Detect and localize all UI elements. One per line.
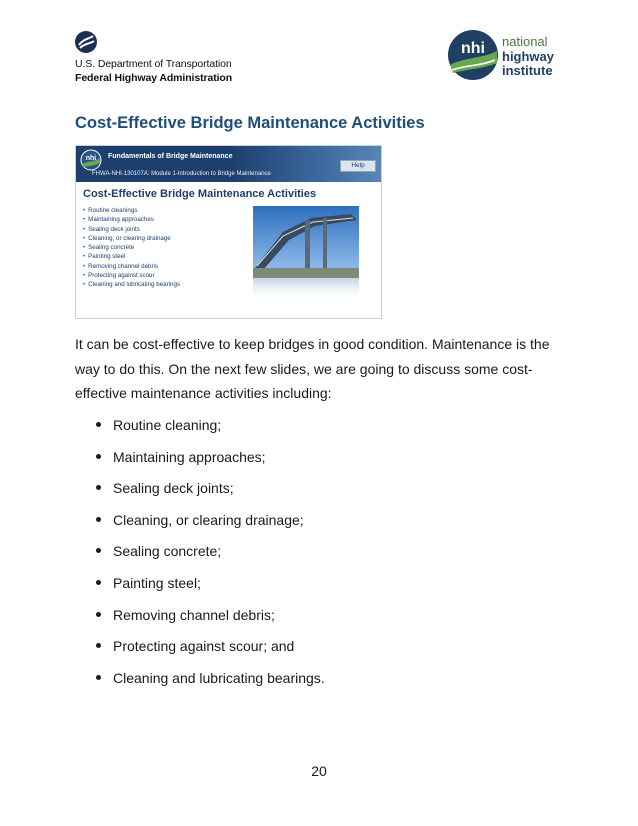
slide-list-item: • Protecting against scour: [83, 271, 180, 280]
slide-list-item: • Cleaning and lubricating bearings: [83, 280, 180, 289]
bullet-icon: [96, 548, 101, 553]
nhi-word-national: national: [502, 34, 548, 49]
dot-triskelion-logo: [75, 31, 97, 53]
slide-list-item: • Maintaining approaches: [83, 215, 180, 224]
list-item: Cleaning and lubricating bearings.: [96, 668, 325, 700]
list-item: Cleaning, or clearing drainage;: [96, 510, 325, 542]
slide-list-item: • Cleaning, or clearing drainage: [83, 234, 180, 243]
list-item: Sealing concrete;: [96, 541, 325, 573]
slide-list-item: • Routine cleanings: [83, 206, 180, 215]
dot-department-name: U.S. Department of Transportation: [75, 58, 232, 70]
list-item: Routine cleaning;: [96, 415, 325, 447]
list-item: Sealing deck joints;: [96, 478, 325, 510]
slide-list-item: • Removing channel debris: [83, 262, 180, 271]
page-number: 20: [311, 763, 327, 779]
bullet-icon: [96, 675, 101, 680]
page-title: Cost-Effective Bridge Maintenance Activities: [75, 114, 425, 132]
svg-text:nhi: nhi: [85, 155, 97, 162]
bridge-photo: [253, 206, 359, 302]
slide-header-bar: [76, 146, 381, 182]
slide-list-item: • Sealing concrete: [83, 243, 180, 252]
list-item: Painting steel;: [96, 573, 325, 605]
slide-title: Cost-Effective Bridge Maintenance Activities: [83, 188, 317, 200]
bullet-icon: [96, 580, 101, 585]
slide-module-label: FHWA-NHI-130107A: Module 1-Introduction to Bridge Maintenance: [92, 171, 271, 177]
slide-bullet-list: [83, 206, 180, 290]
slide-screenshot: [75, 145, 382, 319]
nhi-word-institute: institute: [502, 63, 553, 78]
nhi-badge-text: nhi: [461, 40, 485, 57]
bullet-icon: [96, 517, 101, 522]
slide-nhi-badge: [80, 149, 102, 171]
nhi-word-highway: highway: [502, 48, 555, 64]
bullet-icon: [96, 454, 101, 459]
slide-list-item: • Sealing deck joints: [83, 225, 180, 234]
slide-help-button: Help: [340, 160, 376, 172]
activities-list: [96, 415, 325, 699]
bullet-icon: [96, 422, 101, 427]
slide-course-title: Fundamentals of Bridge Maintenance: [108, 153, 233, 160]
bullet-icon: [96, 612, 101, 617]
nhi-logo-badge: [447, 29, 499, 81]
list-item: Protecting against scour; and: [96, 636, 325, 668]
slide-list-item: • Painting steel: [83, 252, 180, 261]
intro-paragraph: It can be cost-effective to keep bridges in good condition. Maintenance is the way to do this. On the next few slides, we are going to discuss some cost-effective maintenance activities including:: [75, 336, 550, 401]
list-item: Removing channel debris;: [96, 605, 325, 637]
bullet-icon: [96, 485, 101, 490]
nhi-wordmark: [502, 35, 554, 79]
bullet-icon: [96, 643, 101, 648]
list-item: Maintaining approaches;: [96, 447, 325, 479]
fhwa-agency-name: Federal Highway Administration: [75, 72, 233, 84]
